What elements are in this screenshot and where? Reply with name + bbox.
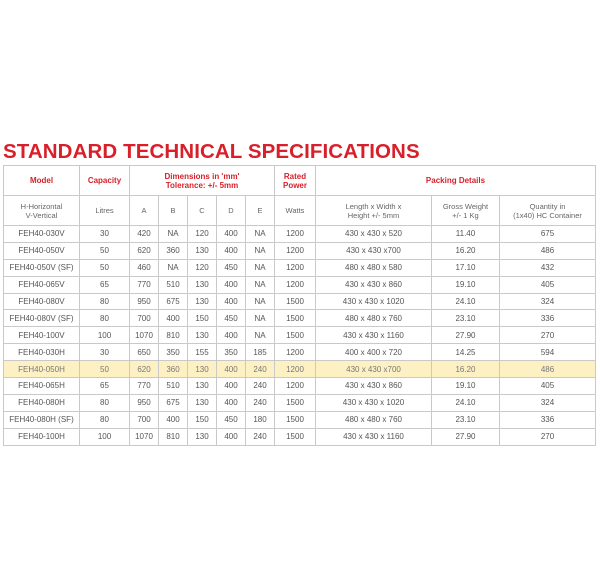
cell-dim-b: 810 [159, 428, 188, 445]
cell-dim-d: 400 [217, 428, 246, 445]
cell-dim-b: 360 [159, 242, 188, 259]
cell-gross-weight: 14.25 [432, 344, 500, 361]
cell-dim-b: NA [159, 259, 188, 276]
subheader-weight: Gross Weight +/- 1 Kg [432, 196, 500, 226]
cell-dim-d: 450 [217, 259, 246, 276]
cell-dim-e: 180 [246, 411, 275, 428]
cell-packing-size: 430 x 430 x 1160 [316, 428, 432, 445]
table-row [4, 378, 596, 395]
table-row [4, 226, 596, 243]
cell-dim-d: 400 [217, 394, 246, 411]
cell-gross-weight: 27.90 [432, 428, 500, 445]
cell-capacity: 100 [80, 327, 130, 344]
cell-model: FEH40-080H (SF) [4, 411, 80, 428]
cell-container-qty: 270 [500, 327, 596, 344]
cell-capacity: 65 [80, 378, 130, 395]
cell-dim-e: 185 [246, 344, 275, 361]
cell-packing-size: 430 x 430 x 520 [316, 226, 432, 243]
cell-capacity: 30 [80, 344, 130, 361]
cell-capacity: 80 [80, 411, 130, 428]
cell-dim-b: 810 [159, 327, 188, 344]
cell-dim-b: 675 [159, 394, 188, 411]
cell-dim-c: 130 [188, 293, 217, 310]
cell-packing-size: 480 x 480 x 760 [316, 411, 432, 428]
cell-model: FEH40-100V [4, 327, 80, 344]
cell-container-qty: 486 [500, 361, 596, 378]
cell-dim-e: NA [246, 327, 275, 344]
cell-power: 1500 [275, 327, 316, 344]
cell-packing-size: 400 x 400 x 720 [316, 344, 432, 361]
cell-dim-e: 240 [246, 394, 275, 411]
cell-dim-c: 150 [188, 310, 217, 327]
cell-dim-a: 420 [130, 226, 159, 243]
cell-dim-d: 400 [217, 226, 246, 243]
cell-packing-size: 430 x 430 x 860 [316, 276, 432, 293]
cell-dim-a: 770 [130, 276, 159, 293]
cell-gross-weight: 24.10 [432, 293, 500, 310]
cell-capacity: 50 [80, 361, 130, 378]
header-row [4, 166, 596, 196]
subheader-b: B [159, 196, 188, 226]
cell-dim-e: NA [246, 226, 275, 243]
cell-model: FEH40-030H [4, 344, 80, 361]
header-packing-details: Packing Details [316, 166, 596, 196]
cell-capacity: 50 [80, 259, 130, 276]
table-row [4, 428, 596, 445]
cell-dim-c: 150 [188, 411, 217, 428]
table-row [4, 293, 596, 310]
cell-dim-c: 155 [188, 344, 217, 361]
cell-dim-c: 120 [188, 226, 217, 243]
cell-dim-b: 350 [159, 344, 188, 361]
cell-dim-e: NA [246, 242, 275, 259]
cell-dim-e: NA [246, 276, 275, 293]
cell-container-qty: 405 [500, 276, 596, 293]
cell-power: 1500 [275, 293, 316, 310]
table-row [4, 310, 596, 327]
cell-dim-b: NA [159, 226, 188, 243]
cell-dim-d: 400 [217, 276, 246, 293]
cell-dim-e: 240 [246, 428, 275, 445]
cell-capacity: 100 [80, 428, 130, 445]
cell-dim-a: 650 [130, 344, 159, 361]
cell-dim-a: 460 [130, 259, 159, 276]
cell-capacity: 30 [80, 226, 130, 243]
cell-dim-a: 770 [130, 378, 159, 395]
cell-dim-a: 700 [130, 310, 159, 327]
cell-container-qty: 432 [500, 259, 596, 276]
cell-model: FEH40-080H [4, 394, 80, 411]
cell-gross-weight: 11.40 [432, 226, 500, 243]
cell-dim-a: 950 [130, 293, 159, 310]
cell-container-qty: 405 [500, 378, 596, 395]
cell-power: 1500 [275, 394, 316, 411]
table-row [4, 327, 596, 344]
cell-packing-size: 480 x 480 x 580 [316, 259, 432, 276]
cell-model: FEH40-050V [4, 242, 80, 259]
subheader-power: Watts [275, 196, 316, 226]
cell-dim-d: 400 [217, 327, 246, 344]
cell-dim-a: 700 [130, 411, 159, 428]
cell-packing-size: 430 x 430 x 860 [316, 378, 432, 395]
cell-dim-d: 400 [217, 242, 246, 259]
cell-model: FEH40-030V [4, 226, 80, 243]
cell-power: 1500 [275, 310, 316, 327]
cell-dim-b: 360 [159, 361, 188, 378]
cell-container-qty: 336 [500, 411, 596, 428]
table-row [4, 344, 596, 361]
cell-container-qty: 675 [500, 226, 596, 243]
cell-dim-c: 130 [188, 378, 217, 395]
table-row [4, 242, 596, 259]
cell-model: FEH40-100H [4, 428, 80, 445]
table-row [4, 276, 596, 293]
cell-packing-size: 430 x 430 x 1160 [316, 327, 432, 344]
cell-model: FEH40-050V (SF) [4, 259, 80, 276]
cell-dim-b: 400 [159, 411, 188, 428]
cell-capacity: 80 [80, 394, 130, 411]
cell-dim-d: 400 [217, 361, 246, 378]
cell-container-qty: 324 [500, 293, 596, 310]
cell-gross-weight: 16.20 [432, 361, 500, 378]
cell-container-qty: 486 [500, 242, 596, 259]
cell-dim-c: 130 [188, 276, 217, 293]
cell-dim-e: NA [246, 259, 275, 276]
cell-dim-e: 240 [246, 361, 275, 378]
cell-gross-weight: 19.10 [432, 378, 500, 395]
cell-dim-a: 620 [130, 361, 159, 378]
cell-model: FEH40-065H [4, 378, 80, 395]
subheader-e: E [246, 196, 275, 226]
table-row [4, 394, 596, 411]
cell-model: FEH40-065V [4, 276, 80, 293]
cell-dim-b: 510 [159, 378, 188, 395]
header-model: Model [4, 166, 80, 196]
table-row [4, 259, 596, 276]
cell-gross-weight: 24.10 [432, 394, 500, 411]
cell-dim-d: 450 [217, 411, 246, 428]
cell-model: FEH40-080V (SF) [4, 310, 80, 327]
cell-capacity: 80 [80, 310, 130, 327]
cell-dim-e: 240 [246, 378, 275, 395]
cell-power: 1200 [275, 226, 316, 243]
spec-table-container [3, 165, 595, 446]
cell-container-qty: 594 [500, 344, 596, 361]
cell-power: 1200 [275, 259, 316, 276]
cell-packing-size: 480 x 480 x 760 [316, 310, 432, 327]
cell-packing-size: 430 x 430 x700 [316, 361, 432, 378]
table-row [4, 361, 596, 378]
page-title: STANDARD TECHNICAL SPECIFICATIONS [3, 140, 420, 163]
cell-power: 1500 [275, 428, 316, 445]
cell-container-qty: 270 [500, 428, 596, 445]
cell-dim-d: 400 [217, 293, 246, 310]
cell-container-qty: 336 [500, 310, 596, 327]
cell-dim-b: 400 [159, 310, 188, 327]
subheader-capacity: Litres [80, 196, 130, 226]
cell-gross-weight: 23.10 [432, 411, 500, 428]
cell-dim-d: 450 [217, 310, 246, 327]
cell-dim-d: 400 [217, 378, 246, 395]
subheader-quantity: Quantity in (1x40) HC Container [500, 196, 596, 226]
header-capacity: Capacity [80, 166, 130, 196]
cell-packing-size: 430 x 430 x700 [316, 242, 432, 259]
cell-dim-a: 620 [130, 242, 159, 259]
header-dimensions: Dimensions in 'mm' Tolerance: +/- 5mm [130, 166, 275, 196]
subheader-c: C [188, 196, 217, 226]
cell-packing-size: 430 x 430 x 1020 [316, 394, 432, 411]
cell-gross-weight: 16.20 [432, 242, 500, 259]
cell-dim-c: 130 [188, 327, 217, 344]
cell-power: 1200 [275, 378, 316, 395]
cell-power: 1200 [275, 276, 316, 293]
cell-capacity: 65 [80, 276, 130, 293]
cell-gross-weight: 27.90 [432, 327, 500, 344]
cell-dim-c: 130 [188, 361, 217, 378]
cell-capacity: 80 [80, 293, 130, 310]
cell-dim-a: 950 [130, 394, 159, 411]
cell-dim-b: 510 [159, 276, 188, 293]
cell-dim-e: NA [246, 310, 275, 327]
subheader-a: A [130, 196, 159, 226]
cell-dim-a: 1070 [130, 428, 159, 445]
cell-gross-weight: 17.10 [432, 259, 500, 276]
cell-model: FEH40-050H [4, 361, 80, 378]
subheader-d: D [217, 196, 246, 226]
subheader-row [4, 196, 596, 226]
cell-gross-weight: 23.10 [432, 310, 500, 327]
table-row [4, 411, 596, 428]
cell-power: 1500 [275, 411, 316, 428]
cell-gross-weight: 19.10 [432, 276, 500, 293]
subheader-lwh: Length x Width x Height +/- 5mm [316, 196, 432, 226]
spec-table [3, 165, 596, 446]
cell-container-qty: 324 [500, 394, 596, 411]
cell-dim-a: 1070 [130, 327, 159, 344]
cell-power: 1200 [275, 344, 316, 361]
cell-dim-c: 130 [188, 242, 217, 259]
cell-packing-size: 430 x 430 x 1020 [316, 293, 432, 310]
cell-power: 1200 [275, 242, 316, 259]
cell-dim-c: 130 [188, 428, 217, 445]
header-rated-power: Rated Power [275, 166, 316, 196]
cell-dim-c: 130 [188, 394, 217, 411]
cell-dim-c: 120 [188, 259, 217, 276]
cell-dim-e: NA [246, 293, 275, 310]
cell-capacity: 50 [80, 242, 130, 259]
subheader-model: H-Horizontal V-Vertical [4, 196, 80, 226]
cell-model: FEH40-080V [4, 293, 80, 310]
spec-table-body [4, 226, 596, 446]
cell-dim-d: 350 [217, 344, 246, 361]
cell-power: 1200 [275, 361, 316, 378]
cell-dim-b: 675 [159, 293, 188, 310]
